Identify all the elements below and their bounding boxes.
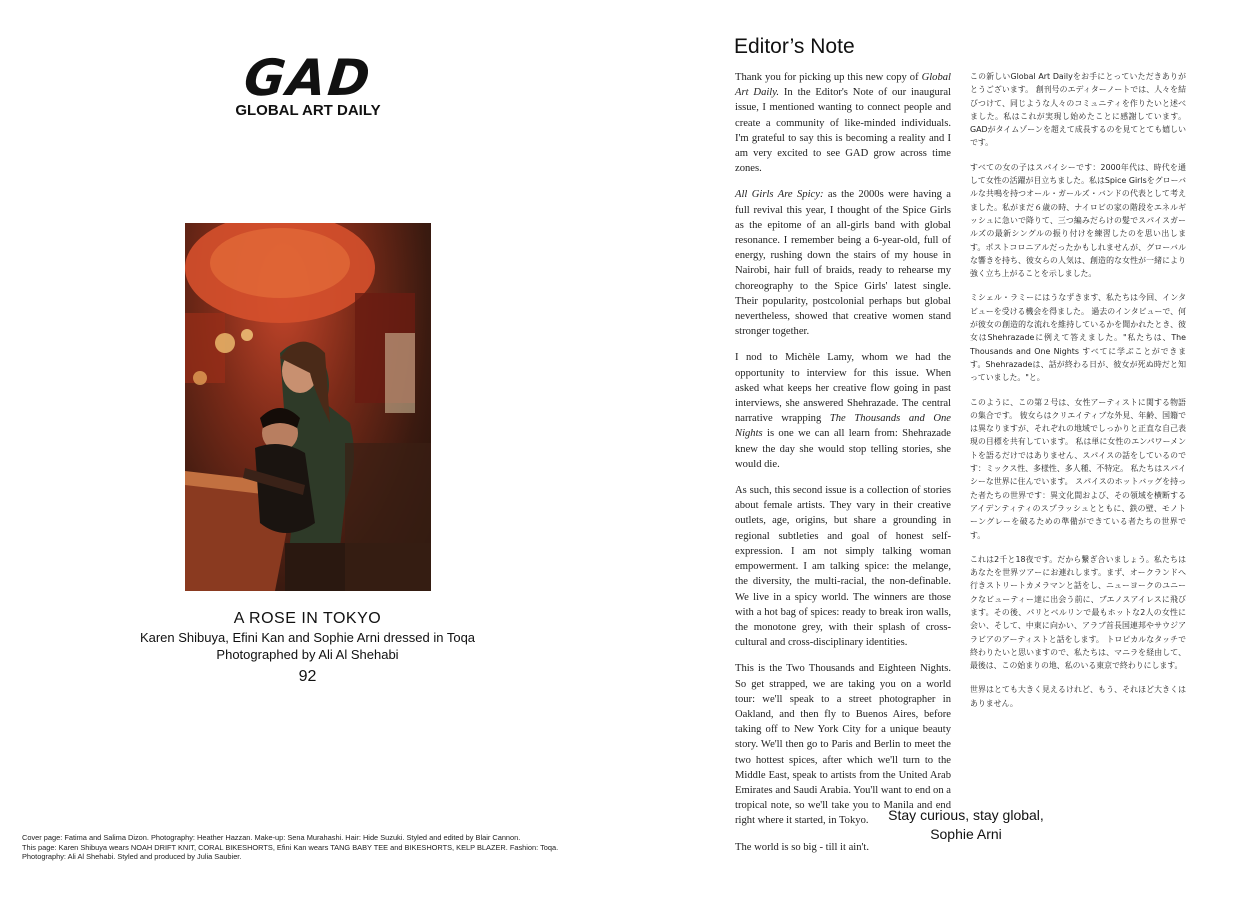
jp-paragraph-1: この新しいGlobal Art Dailyをお手にとっていただきありがとうございます。 創刊号のエディターノートでは、人々を結びつけて、同じような人々のコミュニティを作りたいと述べました。私はこれが実現し始めたことに感謝しています。GADがタイムゾーンを超えて成長するのを見てとても嬉しいです。 — [970, 72, 1186, 148]
en-p3-emphasis: The Thousands and One Nights — [735, 413, 952, 440]
japanese-column — [970, 70, 1186, 721]
logo-subtitle: GLOBAL ART DAILY — [235, 102, 381, 119]
en-p1-emphasis: Global Art Daily. — [735, 72, 951, 99]
logo-mark: GAD — [241, 49, 375, 107]
en-paragraph-3 — [735, 350, 951, 472]
en-p2-emphasis: All Girls Are Spicy: — [735, 189, 824, 201]
photo-caption — [130, 609, 485, 689]
signoff — [866, 806, 1066, 844]
jp-paragraph-5: これは2千と18夜です。だから繋ぎ合いましょう。私たちはあなたを世界ツアーにお連れします。まず、オークランドへ行きストリートカメラマンと話をし、ニューヨークのユニークなビューティー達に出会う前に、ブエノスアイレスに飛びます。その後、パリとベルリンで最もホットな2人の女性に会い、そして、中東に向かい、アラブ首長国連邦やサウジアラビアのアーティストと話をします。 トロピカルなタッチで終わりたいと思いますので、私たちは、マニラを経由して、最後は、この始まりの地、私のいる東京で終わりにします。 — [970, 554, 1186, 671]
en-paragraph-1 — [735, 70, 951, 176]
cover-photo — [185, 223, 431, 591]
en-paragraph-4: As such, this second issue is a collection of stories about female artists. They vary in their creative outlets, age, origins, but share a grounding in regional subtleties and goal of honest self-expression. I am not simply talking woman empowerment. I am talking spice: the melange, the diversity, the multi-racial, the non-definable. We live in a spicy world. The winners are those with a hot bag of spices: ready to break iron walls, the monotone grey, with their splash of cross-cultural and cross-disciplinary identities. — [735, 485, 951, 649]
en-paragraph-6: The world is so big - till it ain't. — [735, 841, 870, 853]
signoff-line: Stay curious, stay global, — [888, 807, 1044, 823]
credits-cover: Cover page: Fatima and Salima Dizon. Photography: Heather Hazzan. Make-up: Sena Murahashi. Hair: Hide Suzuki. Styled and edited by Blair Cannon. — [22, 833, 521, 842]
caption-title: A ROSE IN TOKYO — [233, 610, 382, 627]
en-p1-text-rest: In the Editor's Note of our inaugural issue, I mentioned wanting to connect people and create a community of like-minded individuals. I'm grateful to say this is becoming a reality and I am very excited to see GAD grow across time zones. — [735, 87, 951, 175]
photo-illustration — [185, 223, 431, 591]
jp-paragraph-6: 世界はとても大きく見えるけれど、もう、それほど大きくはありません。 — [970, 685, 1186, 708]
jp-paragraph-2: すべての女の子はスパイシーです：2000年代は、時代を通して女性の活躍が目立ちました。私はSpice Girlsをグローバルな共鳴を持つオール・ガールズ・バンドの代表として考えました。私がまだ６歳の時、ナイロビの家の階段をエネルギッシュに急いで降りて、三つ編みだらけの髪でスパイスガールズの最新シングルの振り付けを練習したのを思い出します。ポストコロニアルだったかもしれませんが、グローバルな響きを持ち、彼女らの人気は、創造的な女性が一緒により強く立ち上がることを示しました。 — [970, 162, 1186, 279]
credits-this-page: This page: Karen Shibuya wears NOAH DRIFT KNIT, CORAL BIKESHORTS, Efini Kan wears TANG BABY TEE and BIKESHORTS, KELP BLAZER. Fashion: Toqa. Photography: Ali Al Shehabi. Styled and produced by Julia Saubier. — [22, 842, 559, 862]
english-column — [735, 70, 951, 866]
page-number: 92 — [298, 668, 317, 685]
photo-credits — [22, 833, 582, 862]
en-p1-text: Thank you for picking up this new copy of — [735, 72, 922, 83]
en-p3-text-rest: is one we can all learn from: Shehrazade knew the day she would stop telling stories, she would die. — [735, 428, 951, 470]
caption-photographer: Photographed by Ali Al Shehabi — [216, 647, 399, 662]
editors-note-title: Editor’s Note — [734, 35, 855, 58]
en-paragraph-2 — [735, 187, 951, 339]
en-p3-text: I nod to Michèle Lamy, whom we had the opportunity to interview for this issue. When asked what keeps her creative flow going in past interviews, she answered Shehrazade. The central narrative wrapping — [735, 352, 951, 425]
signoff-author: Sophie Arni — [930, 826, 1002, 842]
en-paragraph-5: This is the Two Thousands and Eighteen Nights. So get strapped, we are taking you on a world tour: we'll speak to a street photographer in Oakland, and then fly to Buenos Aires, before taking off to New York City for a unique beauty story. We'll then go to Paris and Berlin to meet the two hottest spices, after which we'll turn to the Middle East, speak to artists from the United Arab Emirates and Saudi Arabia. You'll want to end on a tropical note, so we'll take you to Manila and end right where it started, in Tokyo. — [735, 663, 951, 827]
caption-subjects: Karen Shibuya, Efini Kan and Sophie Arni dressed in Toqa — [139, 630, 476, 645]
en-p2-text: as the 2000s were having a full revival this year, I thought of the Spice Girls as the epitome of an all-girls band with global resonance. I remember being a 6-year-old, full of energy, rushing down the stairs of my house in Nairobi, hair full of braids, ready to rehearse my choreography to the Spice Girls' latest single. Their popularity, postcolonial perhaps but global nevertheless, showed that creative women stand stronger together. — [735, 189, 951, 338]
gad-logo — [222, 49, 394, 119]
jp-paragraph-4: このように、この第２号は、女性アーティストに関する物語の集合です。 彼女らはクリエイティブな外見、年齢、国籍では異なりますが、それぞれの地域でしっかりと正直な自己表現の目標を共有しています。 私は単に女性のエンパワーメントを語るだけではありません、スパイスの話をしているのです：ミックス性、多様性、多人種、不特定。 私たちはスパイシーな世界に住んでいます。 スパイスのホットバッグを持った者たちの世界です：異文化間および、その領域を横断するアイデンティティのスプラッシュとともに、鉄の壁、モノトーングレーを破るための準備ができている者たちの世界です。 — [970, 397, 1186, 540]
jp-paragraph-3: ミシェル・ラミーにはうなずきます、私たちは今回、インタビューを受ける機会を得ました。 過去のインタビューで、何が彼女の創造的な流れを維持しているかを聞かれたとき、彼女はShehrazadeに例えて答えました。"私たちは、The Thousands and One Nights すべてに学ぶことができます。Shehrazadeは、話が終わる日が、彼女が死ぬ時だと知っていました。"と。 — [970, 293, 1186, 383]
